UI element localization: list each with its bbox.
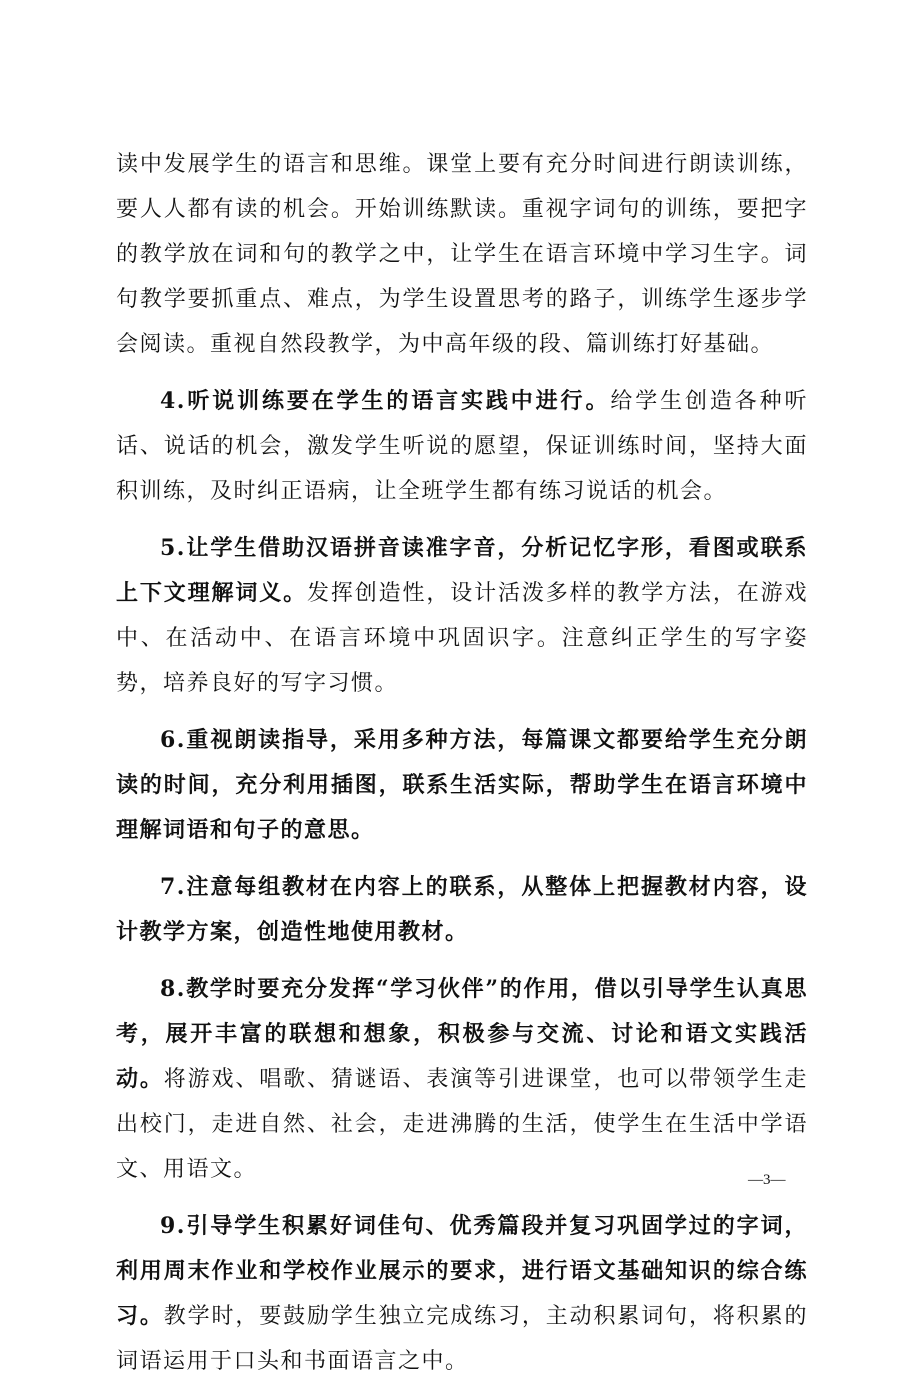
document-body bbox=[116, 142, 808, 1384]
paragraph-lead: 5.让学生借助汉语拼音读准字音，分析记忆字形，看图或联系上下文理解词义。 bbox=[116, 535, 808, 606]
paragraph-item-6 bbox=[116, 718, 808, 853]
paragraph-continuation bbox=[116, 142, 808, 367]
paragraph-text: 教学时，要鼓励学生独立完成练习，主动积累词句，将积累的词语运用于口头和书面语言之中。 bbox=[116, 1304, 808, 1374]
paragraph-lead: 9.引导学生积累好词佳句、优秀篇段并复习巩固学过的字词，利用周末作业和学校作业展示的要求，进行语文基础知识的综合练习。 bbox=[116, 1213, 808, 1329]
paragraph-item-4 bbox=[116, 379, 808, 514]
paragraph-text: 将游戏、唱歌、猜谜语、表演等引进课堂，也可以带领学生走出校门，走进自然、社会，走进沸腾的生活，使学生在生活中学语文、用语文。 bbox=[116, 1067, 808, 1182]
paragraph-text: 读中发展学生的语言和思维。课堂上要有充分时间进行朗读训练，要人人都有读的机会。开始训练默读。重视字词句的训练，要把字的教学放在词和句的教学之中，让学生在语言环境中学习生字。词句教学要抓重点、难点，为学生设置思考的路子，训练学生逐步学会阅读。重视自然段教学，为中高年级的段、篇训练打好基础。 bbox=[116, 152, 808, 357]
paragraph-lead: 6.重视朗读指导，采用多种方法，每篇课文都要给学生充分朗读的时间，充分利用插图，联系生活实际，帮助学生在语言环境中理解词语和句子的意思。 bbox=[116, 727, 808, 843]
paragraph-lead: 8.教学时要充分发挥“学习伙伴”的作用，借以引导学生认真思考，展开丰富的联想和想象，积极参与交流、讨论和语文实践活动。 bbox=[116, 976, 808, 1092]
paragraph-item-5 bbox=[116, 526, 808, 706]
paragraph-lead: 4.听说训练要在学生的语言实践中进行。 bbox=[160, 388, 611, 414]
paragraph-item-9 bbox=[116, 1204, 808, 1384]
paragraph-item-8 bbox=[116, 967, 808, 1192]
paragraph-text: 给学生创造各种听话、说话的机会，激发学生听说的愿望，保证训练时间，坚持大面积训练，及时纠正语病，让全班学生都有练习说话的机会。 bbox=[116, 389, 808, 504]
paragraph-lead: 7.注意每组教材在内容上的联系，从整体上把握教材内容，设计教学方案，创造性地使用教材。 bbox=[116, 874, 808, 945]
paragraph-item-7 bbox=[116, 865, 808, 955]
paragraph-text: 发挥创造性，设计活泼多样的教学方法，在游戏中、在活动中、在语言环境中巩固识字。注意纠正学生的写字姿势，培养良好的写字习惯。 bbox=[116, 581, 808, 696]
page-number: —3— bbox=[748, 1172, 786, 1188]
